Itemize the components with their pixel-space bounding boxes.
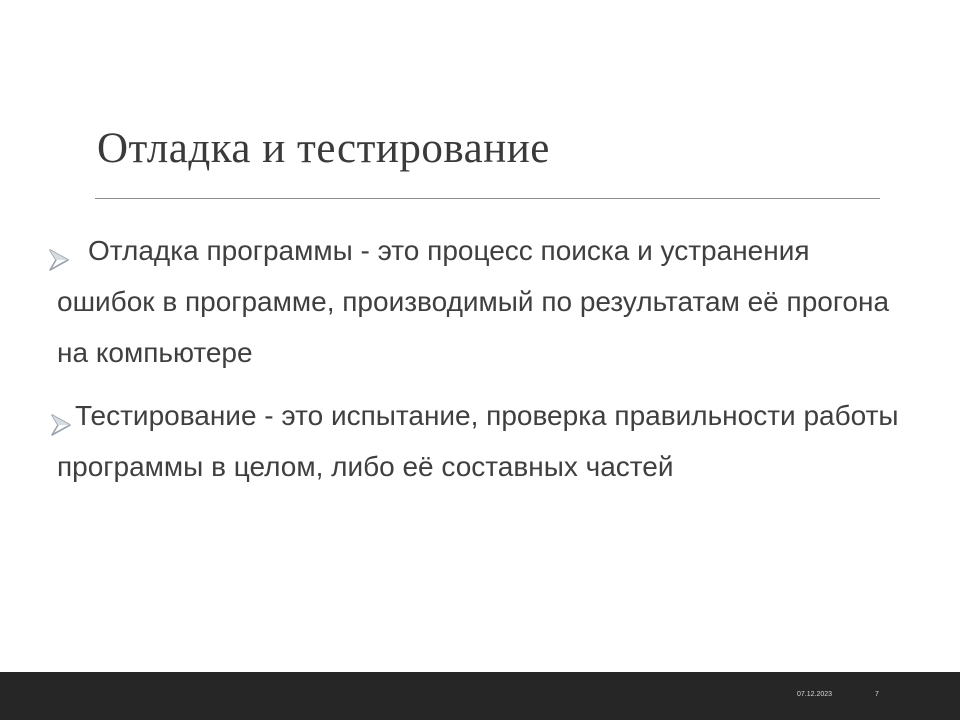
slide-content	[48, 225, 908, 504]
bullet-text: Тестирование - это испытание, проверка правильности работы программы в целом, либо её составных частей	[57, 400, 899, 482]
page-number: 7	[875, 691, 879, 698]
slide-title: Отладка и тестирование	[97, 125, 550, 172]
footer-date: 07.12.2023	[797, 691, 833, 698]
bullet-item	[48, 390, 908, 492]
title-divider	[95, 198, 880, 199]
bullet-text: Отладка программы - это процесс поиска и устранения ошибок в программе, производимый по результатам её прогона на компьютере	[57, 235, 890, 368]
arrowhead-bullet-icon	[50, 402, 72, 426]
bullet-item	[48, 225, 908, 378]
arrowhead-bullet-icon	[48, 237, 70, 261]
footer-bar	[0, 672, 960, 720]
